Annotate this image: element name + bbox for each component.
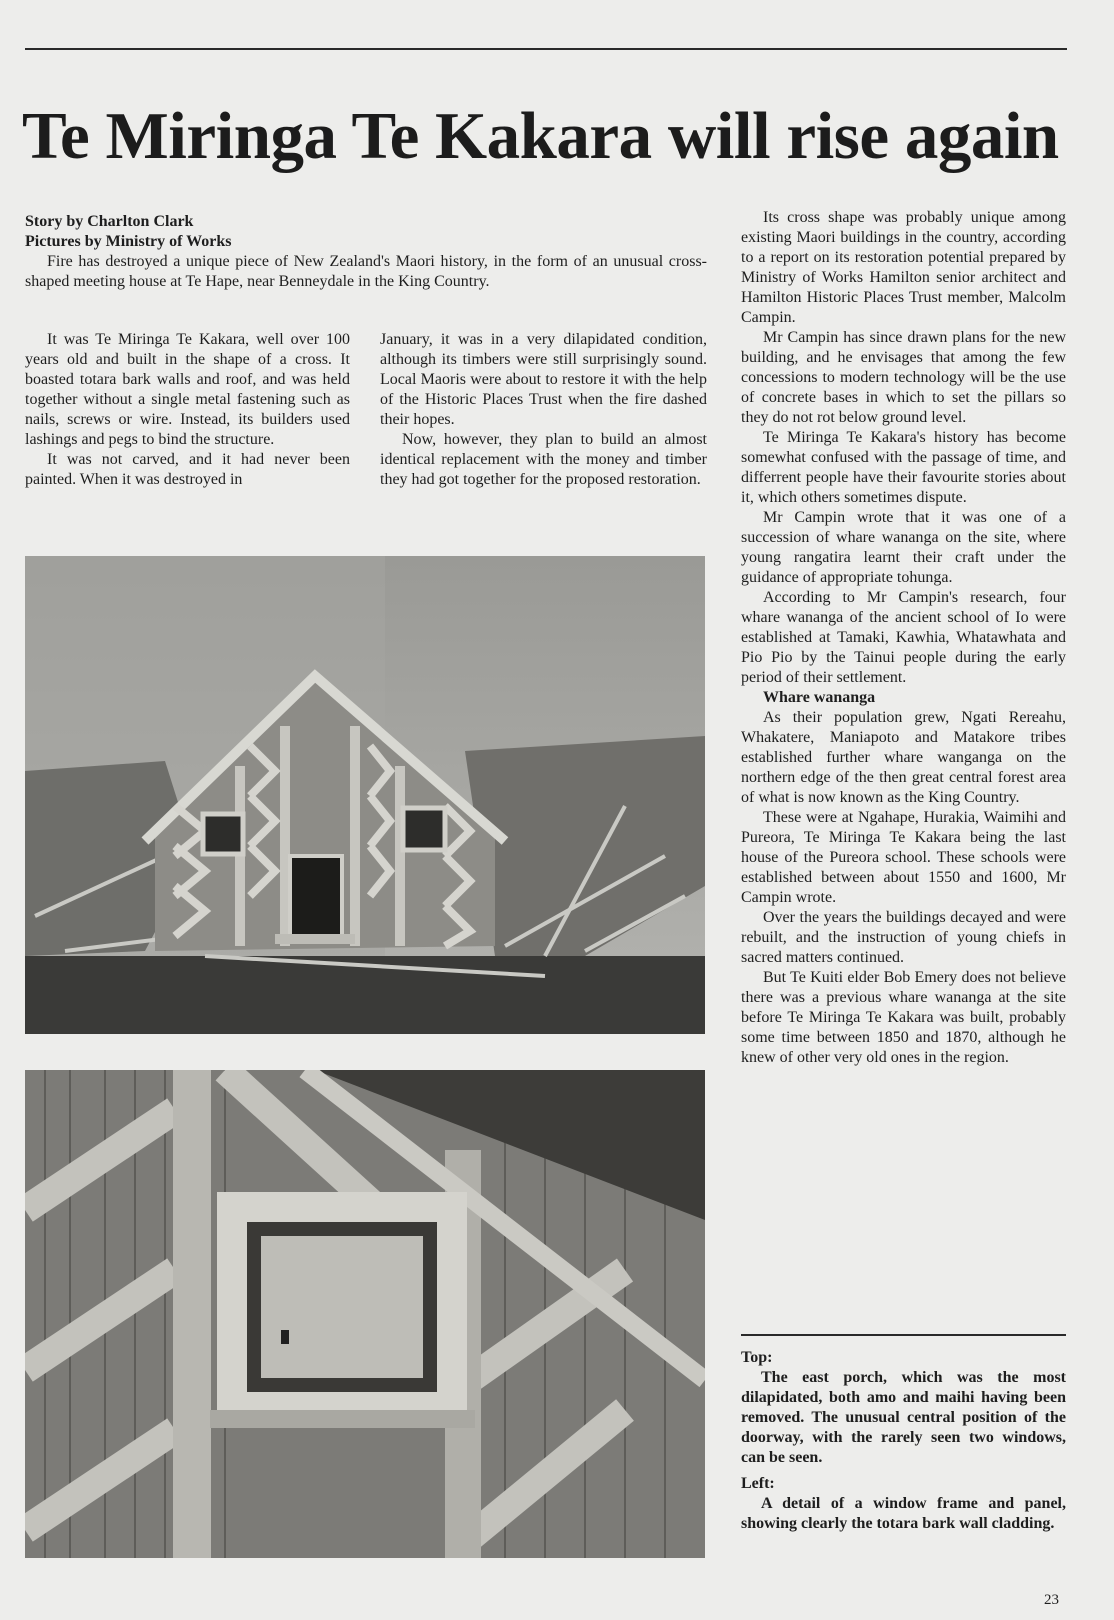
- photo-east-porch: [25, 556, 705, 1034]
- headline: Te Miringa Te Kakara will rise again: [22, 99, 1059, 173]
- paragraph: Over the years the buildings decayed and were rebuilt, and the instruction of young chiefs in sacred matters continued.: [741, 909, 1066, 966]
- paragraph: Te Miringa Te Kakara's history has become somewhat confused with the passage of time, and differrent people have their favourite stories about it, which others sometimes dispute.: [741, 429, 1066, 506]
- caption-text-left: A detail of a window frame and panel, showing clearly the totara bark wall cladding.: [741, 1495, 1066, 1532]
- caption-text-top: The east porch, which was the most dilapidated, both amo and maihi having been removed. The unusual central position of the doorway, with the rarely seen two windows, can be seen.: [741, 1369, 1066, 1466]
- page-number: 23: [1044, 1592, 1059, 1608]
- paragraph: These were at Ngahape, Hurakia, Waimihi and Pureora, Te Miringa Te Kakara being the last house of the Pureora school. These schools were established between about 1550 and 1600, Mr Campin wrote.: [741, 809, 1066, 906]
- paragraph: According to Mr Campin's research, four whare wananga of the ancient school of Io were established at Tamaki, Kawhia, Whatawhata and Pio Pio by the Tainui people during the early period of their settlement.: [741, 589, 1066, 686]
- section-subhead: Whare wananga: [763, 689, 876, 706]
- column-2: [380, 330, 707, 490]
- paragraph: January, it was in a very dilapidated condition, although its timbers were still surprisingly sound. Local Maoris were about to restore it with the help of the Historic Places Trust when the fire dashed their hopes.: [380, 331, 707, 428]
- caption-label-top: Top:: [741, 1349, 773, 1366]
- paragraph: Mr Campin has since drawn plans for the new building, and he envisages that among the few concessions to modern technology will be the use of concrete bases in which to set the pillars so they do not rot below ground level.: [741, 329, 1066, 426]
- top-rule: [25, 48, 1067, 50]
- photo-captions: [741, 1348, 1066, 1540]
- photo-window-detail: [25, 1070, 705, 1558]
- lede-paragraph: Fire has destroyed a unique piece of New Zealand's Maori history, in the form of an unusual cross-shaped meeting house at Te Hape, near Benneydale in the King Country.: [25, 253, 707, 290]
- column-1: [25, 330, 350, 490]
- paragraph: Its cross shape was probably unique among existing Maori buildings in the country, according to a report on its restoration potential prepared by Ministry of Works Hamilton senior architect and Hamilton Historic Places Trust member, Malcolm Campin.: [741, 209, 1066, 326]
- paragraph: It was Te Miringa Te Kakara, well over 100 years old and built in the shape of a cross. It boasted totara bark walls and roof, and was held together without a single metal fastening such as nails, screws or wire. Instead, its builders used lashings and pegs to bind the structure.: [25, 331, 350, 448]
- column-3: [741, 208, 1066, 1068]
- byline: [25, 212, 232, 252]
- paragraph: Mr Campin wrote that it was one of a succession of whare wananga on the site, where young rangatira learnt their craft under the guidance of appropriate tohunga.: [741, 509, 1066, 586]
- story-credit: Story by Charlton Clark: [25, 213, 194, 230]
- caption-rule: [741, 1334, 1066, 1336]
- pictures-credit: Pictures by Ministry of Works: [25, 233, 232, 250]
- paragraph: Now, however, they plan to build an almost identical replacement with the money and timber they had got together for the proposed restoration.: [380, 431, 707, 488]
- paragraph: But Te Kuiti elder Bob Emery does not believe there was a previous whare wananga at the site before Te Miringa Te Kakara was built, probably some time between 1850 and 1870, although he knew of other very old ones in the region.: [741, 969, 1066, 1066]
- paragraph: It was not carved, and it had never been painted. When it was destroyed in: [25, 451, 350, 488]
- caption-label-left: Left:: [741, 1475, 775, 1492]
- paragraph: As their population grew, Ngati Rereahu, Whakatere, Maniapoto and Matakore tribes established further whare wanganga on the northern edge of the then great central forest area of what is now known as the King Country.: [741, 709, 1066, 806]
